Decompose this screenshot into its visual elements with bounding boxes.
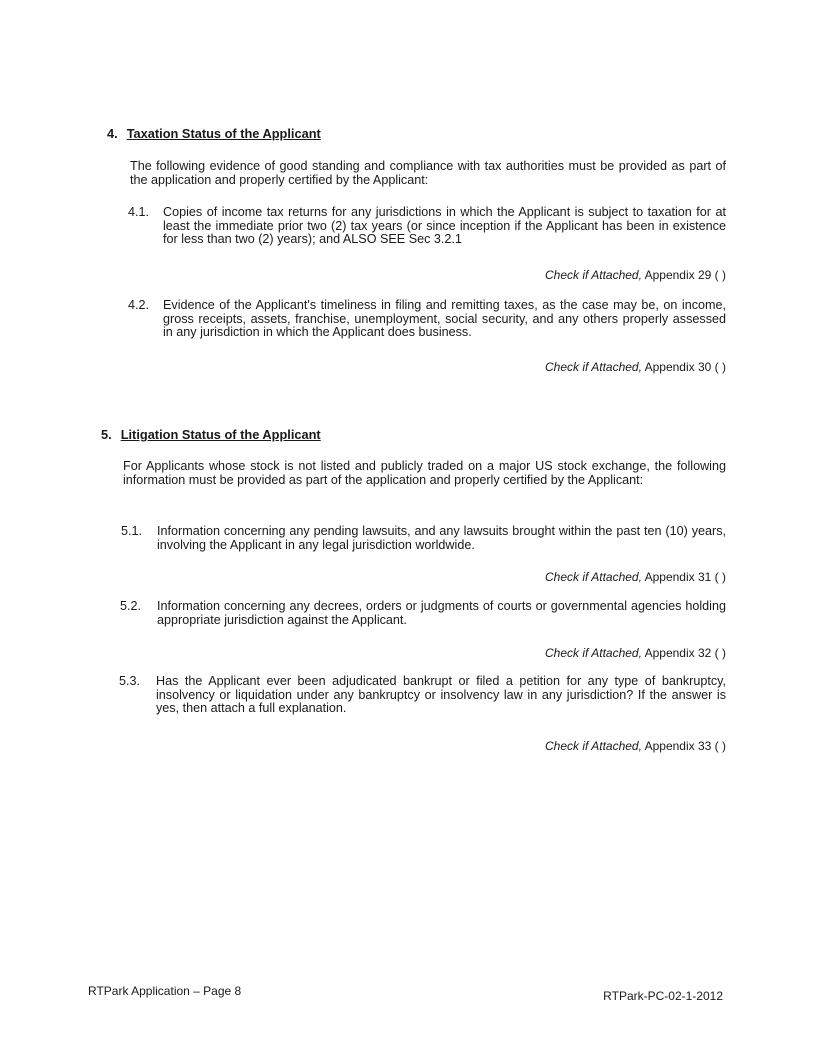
- check-appendix-31-ref: Appendix 31 ( ): [641, 570, 726, 584]
- section-4-intro: The following evidence of good standing and compliance with tax authorities must be provided as part of the application and properly certified by the Applicant:: [130, 159, 726, 187]
- section-5-intro: For Applicants whose stock is not listed and publicly traded on a major US stock exchange, the following information must be provided as part of the application and properly certified by the Applicant:: [123, 459, 726, 487]
- item-5-2-text: Information concerning any decrees, orders or judgments of courts or governmental agencies holding appropriate jurisdiction against the Applicant.: [157, 599, 726, 627]
- check-appendix-33: [545, 740, 726, 754]
- check-appendix-30-label: Check if Attached,: [545, 360, 642, 374]
- check-appendix-33-ref: Appendix 33 ( ): [641, 739, 726, 753]
- check-appendix-30-ref: Appendix 30 ( ): [641, 360, 726, 374]
- item-4-1: [128, 206, 726, 247]
- check-appendix-33-label: Check if Attached,: [545, 739, 642, 753]
- item-5-3-text: Has the Applicant ever been adjudicated bankrupt or filed a petition for any type of bankruptcy, insolvency or liquidation under any bankruptcy or insolvency law in any jurisdiction? If the answer is yes, then attach a full explanation.: [156, 674, 726, 716]
- item-5-3: [119, 675, 726, 716]
- footer-page-label: RTPark Application – Page 8: [88, 984, 242, 998]
- section-4-title: Taxation Status of the Applicant: [126, 126, 321, 141]
- item-4-1-number: 4.1.: [128, 205, 150, 219]
- section-5-title: Litigation Status of the Applicant: [120, 427, 321, 442]
- item-5-2-number: 5.2.: [120, 599, 142, 613]
- check-appendix-32-label: Check if Attached,: [545, 646, 642, 660]
- section-4-number: 4.: [107, 126, 118, 141]
- section-5-heading: [101, 428, 321, 442]
- item-5-1-text: Information concerning any pending lawsuits, and any lawsuits brought within the past ten (10) years, involving the Applicant in any legal jurisdiction worldwide.: [157, 524, 726, 552]
- section-5-number: 5.: [101, 427, 112, 442]
- item-5-2: [120, 600, 726, 627]
- item-4-1-text: Copies of income tax returns for any jurisdictions in which the Applicant is subject to taxation for at least the immediate prior two (2) tax years (or since inception if the Applicant has been in existence for less than two (2) years); and ALSO SEE Sec 3.2.1: [163, 205, 726, 247]
- check-appendix-32: [545, 647, 726, 661]
- check-appendix-29-ref: Appendix 29 ( ): [641, 268, 726, 282]
- footer-document-code: RTPark-PC-02-1-2012: [603, 989, 723, 1003]
- check-appendix-32-ref: Appendix 32 ( ): [641, 646, 726, 660]
- item-5-1: [121, 525, 726, 552]
- check-appendix-29-label: Check if Attached,: [545, 268, 642, 282]
- item-5-3-number: 5.3.: [119, 674, 141, 688]
- check-appendix-31-label: Check if Attached,: [545, 570, 642, 584]
- item-4-2-number: 4.2.: [128, 298, 150, 312]
- item-5-1-number: 5.1.: [121, 524, 143, 538]
- check-appendix-31: [545, 571, 726, 585]
- item-4-2: [128, 299, 726, 340]
- check-appendix-30: [545, 361, 726, 375]
- section-4-heading: [107, 127, 321, 141]
- item-4-2-text: Evidence of the Applicant's timeliness in filing and remitting taxes, as the case may be, on income, gross receipts, assets, franchise, unemployment, social security, and any others properly assessed in any jurisdiction in which the Applicant does business.: [163, 298, 726, 340]
- check-appendix-29: [545, 269, 726, 283]
